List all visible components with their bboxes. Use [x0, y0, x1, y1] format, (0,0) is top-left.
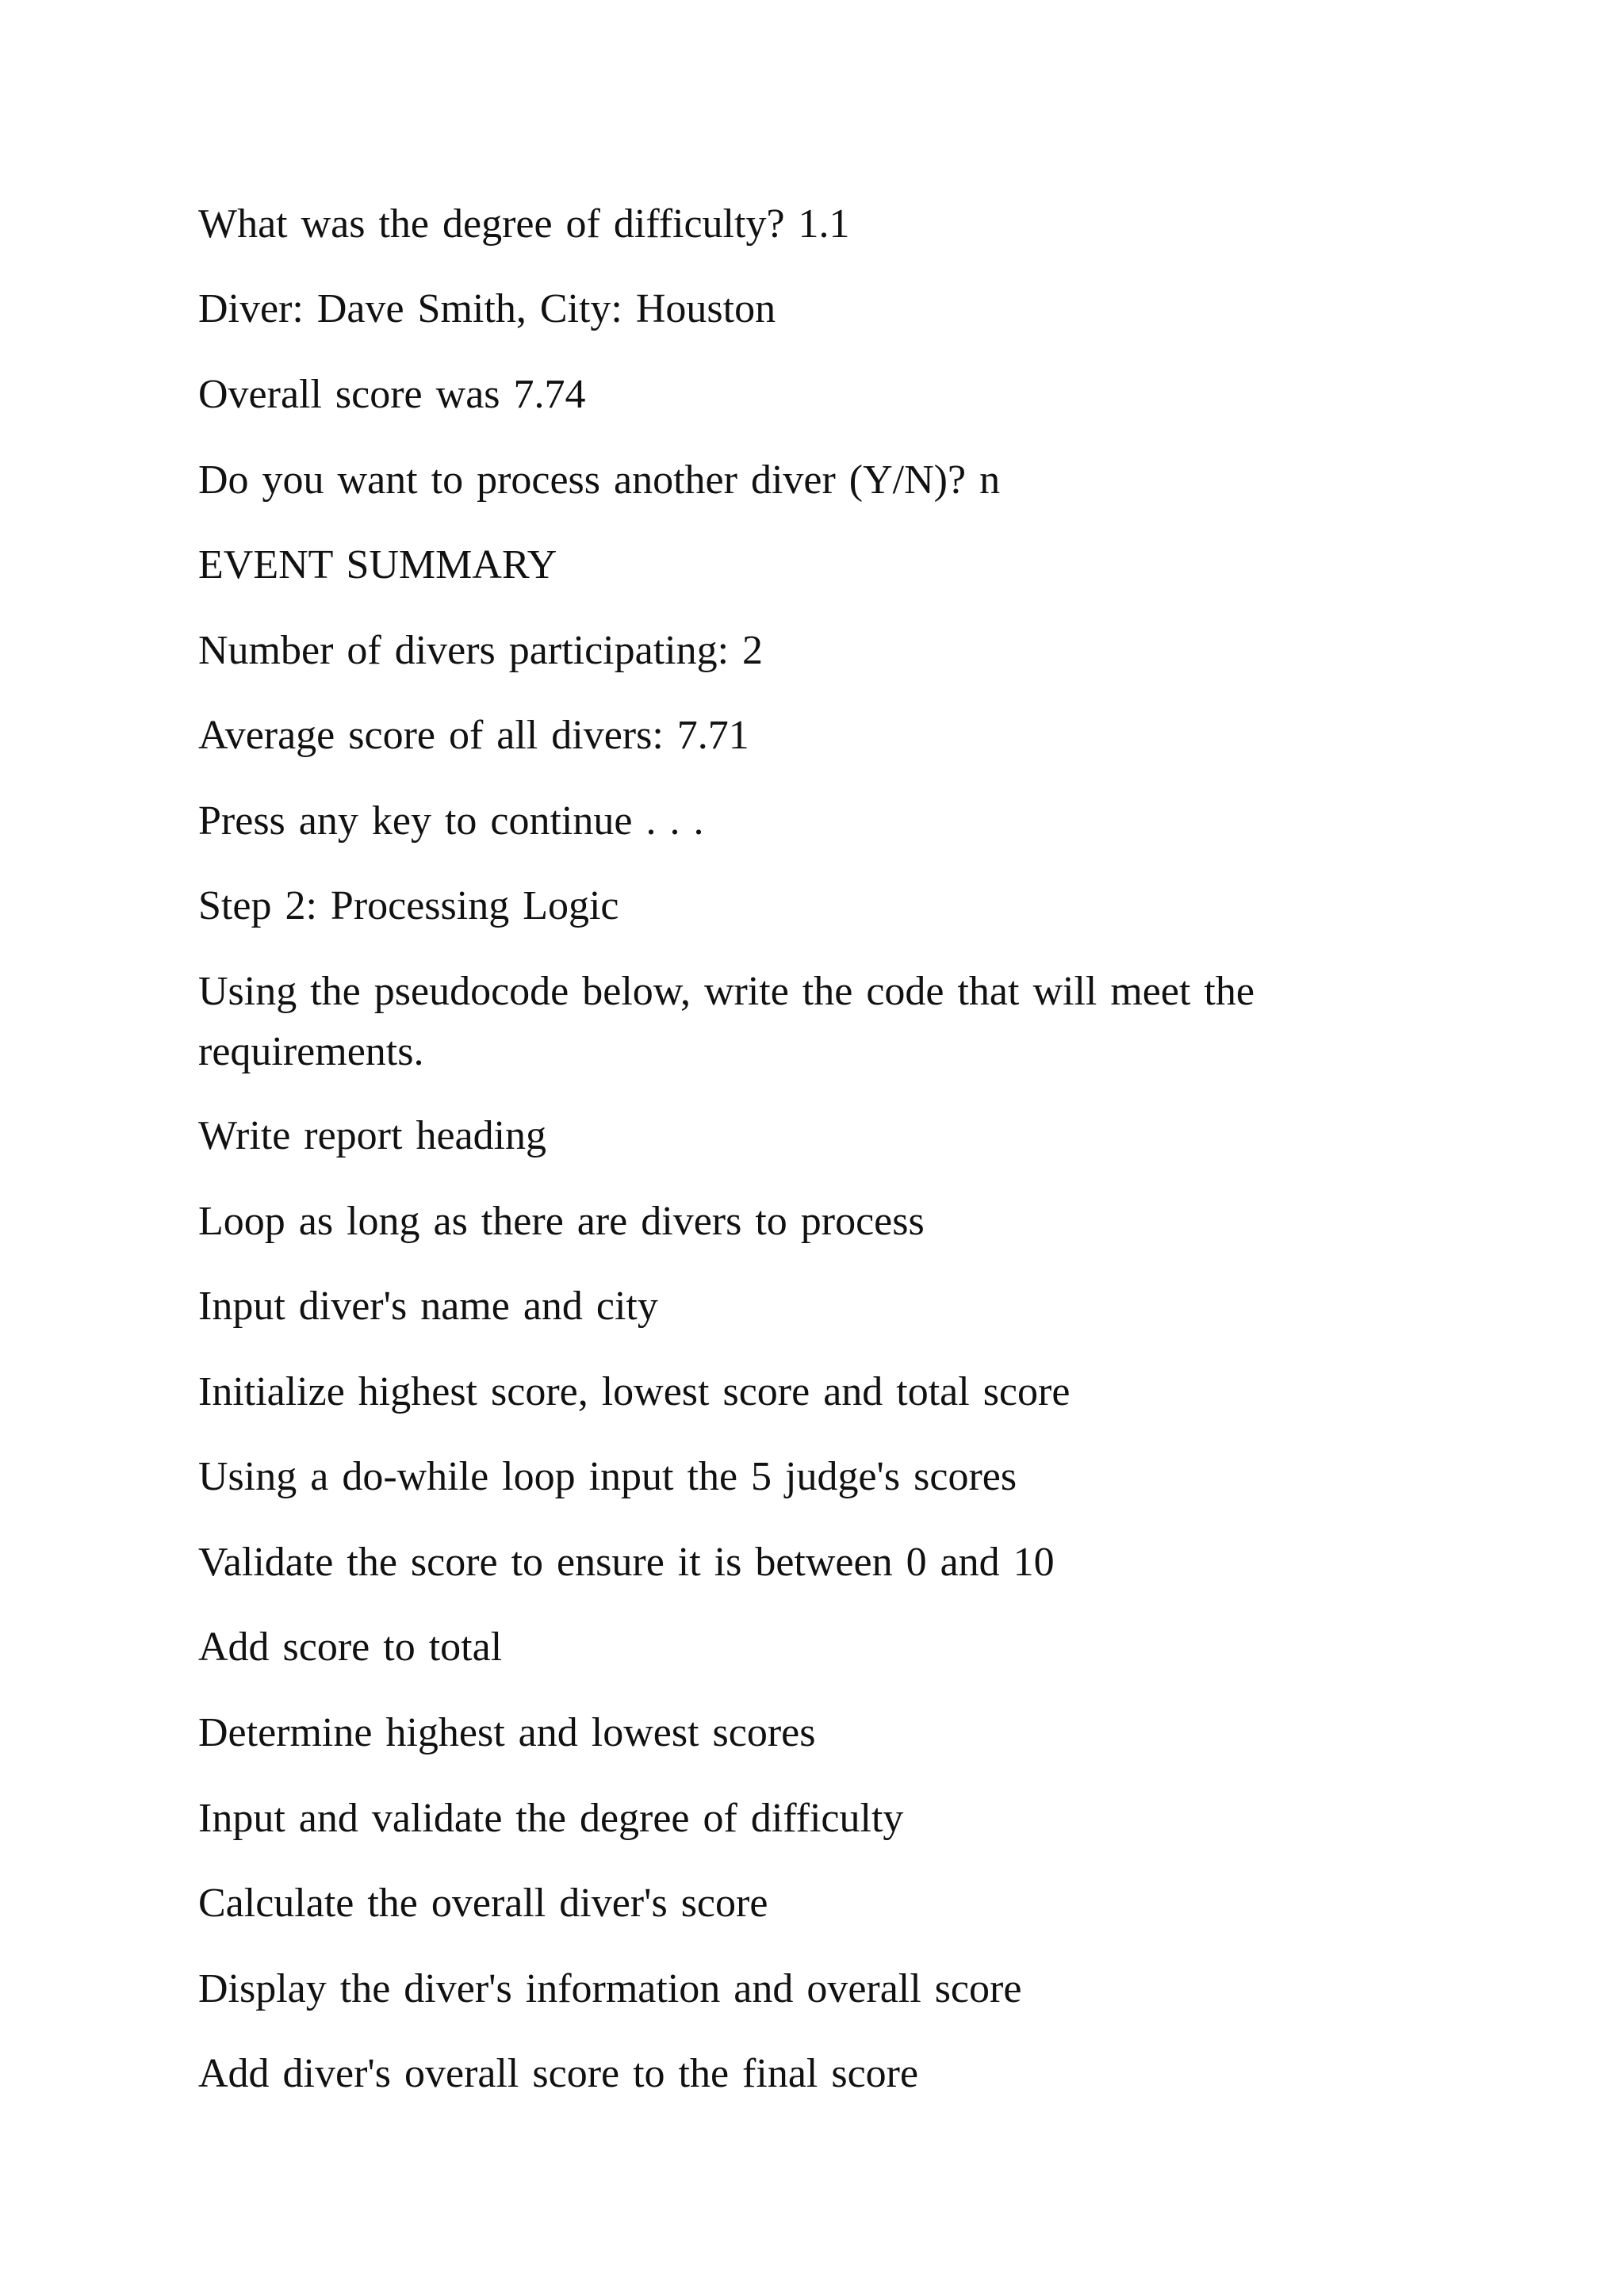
pseudocode-line-6: Validate the score to ensure it is between 0 and 10 [198, 1540, 1055, 1585]
event-summary-heading: EVENT SUMMARY [198, 542, 557, 587]
pseudocode-line-11: Display the diver's information and overall score [198, 1966, 1022, 2011]
pseudocode-line-2: Loop as long as there are divers to process [198, 1199, 925, 1244]
pseudocode-line-5: Using a do-while loop input the 5 judge's scores [198, 1454, 1017, 1499]
press-any-key-line: Press any key to continue . . . [198, 798, 704, 844]
pseudocode-line-7: Add score to total [198, 1624, 503, 1670]
diver-info-line: Diver: Dave Smith, City: Houston [198, 286, 776, 331]
pseudocode-line-10: Calculate the overall diver's score [198, 1881, 768, 1926]
pseudocode-line-3: Input diver's name and city [198, 1284, 658, 1329]
pseudocode-instructions: Using the pseudocode below, write the code that will meet the requirements. [198, 969, 1254, 1074]
process-another-prompt: Do you want to process another diver (Y/N)? n [198, 457, 1001, 503]
pseudocode-line-9: Input and validate the degree of difficulty [198, 1796, 904, 1841]
degree-of-difficulty-line: What was the degree of difficulty? 1.1 [198, 201, 850, 247]
number-of-divers-line: Number of divers participating: 2 [198, 628, 764, 673]
pseudocode-line-4: Initialize highest score, lowest score and total score [198, 1369, 1071, 1414]
average-score-line: Average score of all divers: 7.71 [198, 713, 749, 758]
overall-score-line: Overall score was 7.74 [198, 372, 586, 417]
step-2-heading: Step 2: Processing Logic [198, 883, 619, 928]
pseudocode-line-1: Write report heading [198, 1113, 547, 1158]
pseudocode-line-8: Determine highest and lowest scores [198, 1710, 816, 1755]
pseudocode-line-12: Add diver's overall score to the final score [198, 2051, 919, 2096]
